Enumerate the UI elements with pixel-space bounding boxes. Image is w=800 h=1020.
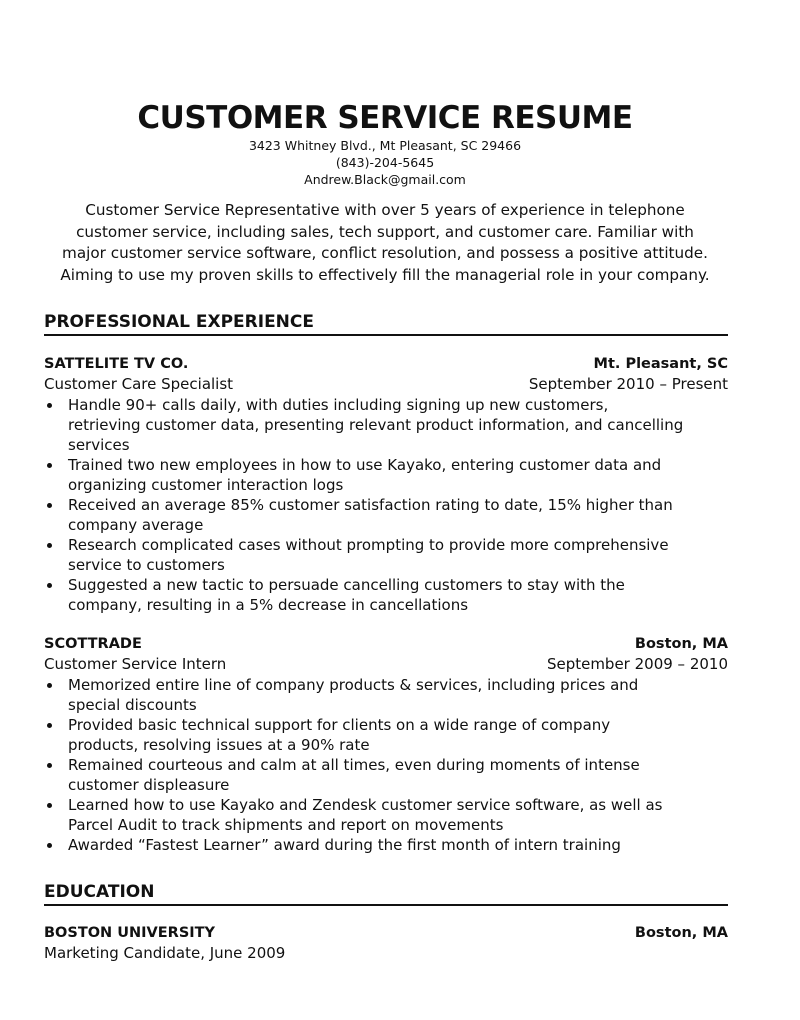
- duty-item: [44, 715, 684, 755]
- duty-text: Handle 90+ calls daily, with duties including signing up new customers, retrieving customer data, presenting relevant product information, and cancelling services: [68, 396, 684, 454]
- duty-item: [44, 395, 684, 455]
- company-location: Boston, MA: [634, 636, 728, 652]
- education-degree-row: [44, 943, 728, 963]
- duty-text: Remained courteous and calm at all times, even during moments of intense customer displeasure: [68, 756, 640, 794]
- education-section-heading: [44, 882, 728, 906]
- job-role-row: [44, 654, 728, 674]
- duty-item: [44, 835, 684, 855]
- company-name: SCOTTRADE: [44, 636, 142, 652]
- job-dates: September 2010 – Present: [528, 375, 728, 393]
- duty-text: Received an average 85% customer satisfaction rating to date, 15% higher than company average: [68, 496, 673, 534]
- duty-item: [44, 535, 684, 575]
- contact-phone: (843)-204-5645: [335, 155, 435, 170]
- duty-text: Provided basic technical support for clients on a wide range of company products, resolving issues at a 90% rate: [68, 716, 611, 754]
- bullet-dot-icon: [47, 583, 52, 588]
- degree: Marketing Candidate, June 2009: [44, 944, 286, 962]
- job-dates: September 2009 – 2010: [546, 655, 728, 673]
- duty-item: [44, 495, 684, 535]
- education-header: [44, 923, 728, 943]
- bullet-dot-icon: [47, 843, 52, 848]
- job-duties-list: [44, 395, 684, 615]
- contact-address: 3423 Whitney Blvd., Mt Pleasant, SC 29466: [248, 138, 522, 153]
- school-location: Boston, MA: [634, 925, 728, 941]
- duty-text: Memorized entire line of company products & services, including prices and special discounts: [68, 676, 639, 714]
- job-duties-list: [44, 675, 684, 855]
- duty-item: [44, 455, 684, 495]
- summary-paragraph: Customer Service Representative with over 5 years of experience in telephone customer service, including sales, tech support, and customer care. Familiar with major customer service software, conflict resolution, and possess a positive attitude. Aiming to use my proven skills to effectively fill the managerial role in your company.: [60, 201, 710, 284]
- duty-text: Learned how to use Kayako and Zendesk customer service software, as well as Parcel Audit to track shipments and report on movements: [68, 796, 663, 834]
- bullet-dot-icon: [47, 803, 52, 808]
- duty-text: Research complicated cases without prompting to provide more comprehensive service to customers: [68, 536, 669, 574]
- education-heading-text: EDUCATION: [44, 882, 155, 902]
- company-location: Mt. Pleasant, SC: [593, 356, 728, 372]
- bullet-dot-icon: [47, 723, 52, 728]
- job-role: Customer Service Intern: [44, 655, 227, 673]
- job-role-row: [44, 374, 728, 394]
- duty-item: [44, 755, 684, 795]
- resume-title: CUSTOMER SERVICE RESUME: [137, 100, 633, 136]
- bullet-dot-icon: [47, 543, 52, 548]
- duty-item: [44, 575, 684, 615]
- job-role: Customer Care Specialist: [44, 375, 234, 393]
- school-name: BOSTON UNIVERSITY: [44, 925, 216, 941]
- bullet-dot-icon: [47, 683, 52, 688]
- job-header: [44, 634, 728, 654]
- bullet-dot-icon: [47, 763, 52, 768]
- bullet-dot-icon: [47, 403, 52, 408]
- duty-item: [44, 675, 684, 715]
- bullet-dot-icon: [47, 463, 52, 468]
- duty-item: [44, 795, 684, 835]
- duty-text: Suggested a new tactic to persuade cancelling customers to stay with the company, resulting in a 5% decrease in cancellations: [68, 576, 625, 614]
- duty-text: Awarded “Fastest Learner” award during the first month of intern training: [68, 836, 621, 854]
- job-header: [44, 354, 728, 374]
- bullet-dot-icon: [47, 503, 52, 508]
- experience-section-heading: [44, 312, 728, 336]
- contact-email: Andrew.Black@gmail.com: [304, 172, 466, 187]
- company-name: SATTELITE TV CO.: [44, 356, 189, 372]
- duty-text: Trained two new employees in how to use Kayako, entering customer data and organizing customer interaction logs: [68, 456, 662, 494]
- experience-heading-text: PROFESSIONAL EXPERIENCE: [44, 312, 314, 332]
